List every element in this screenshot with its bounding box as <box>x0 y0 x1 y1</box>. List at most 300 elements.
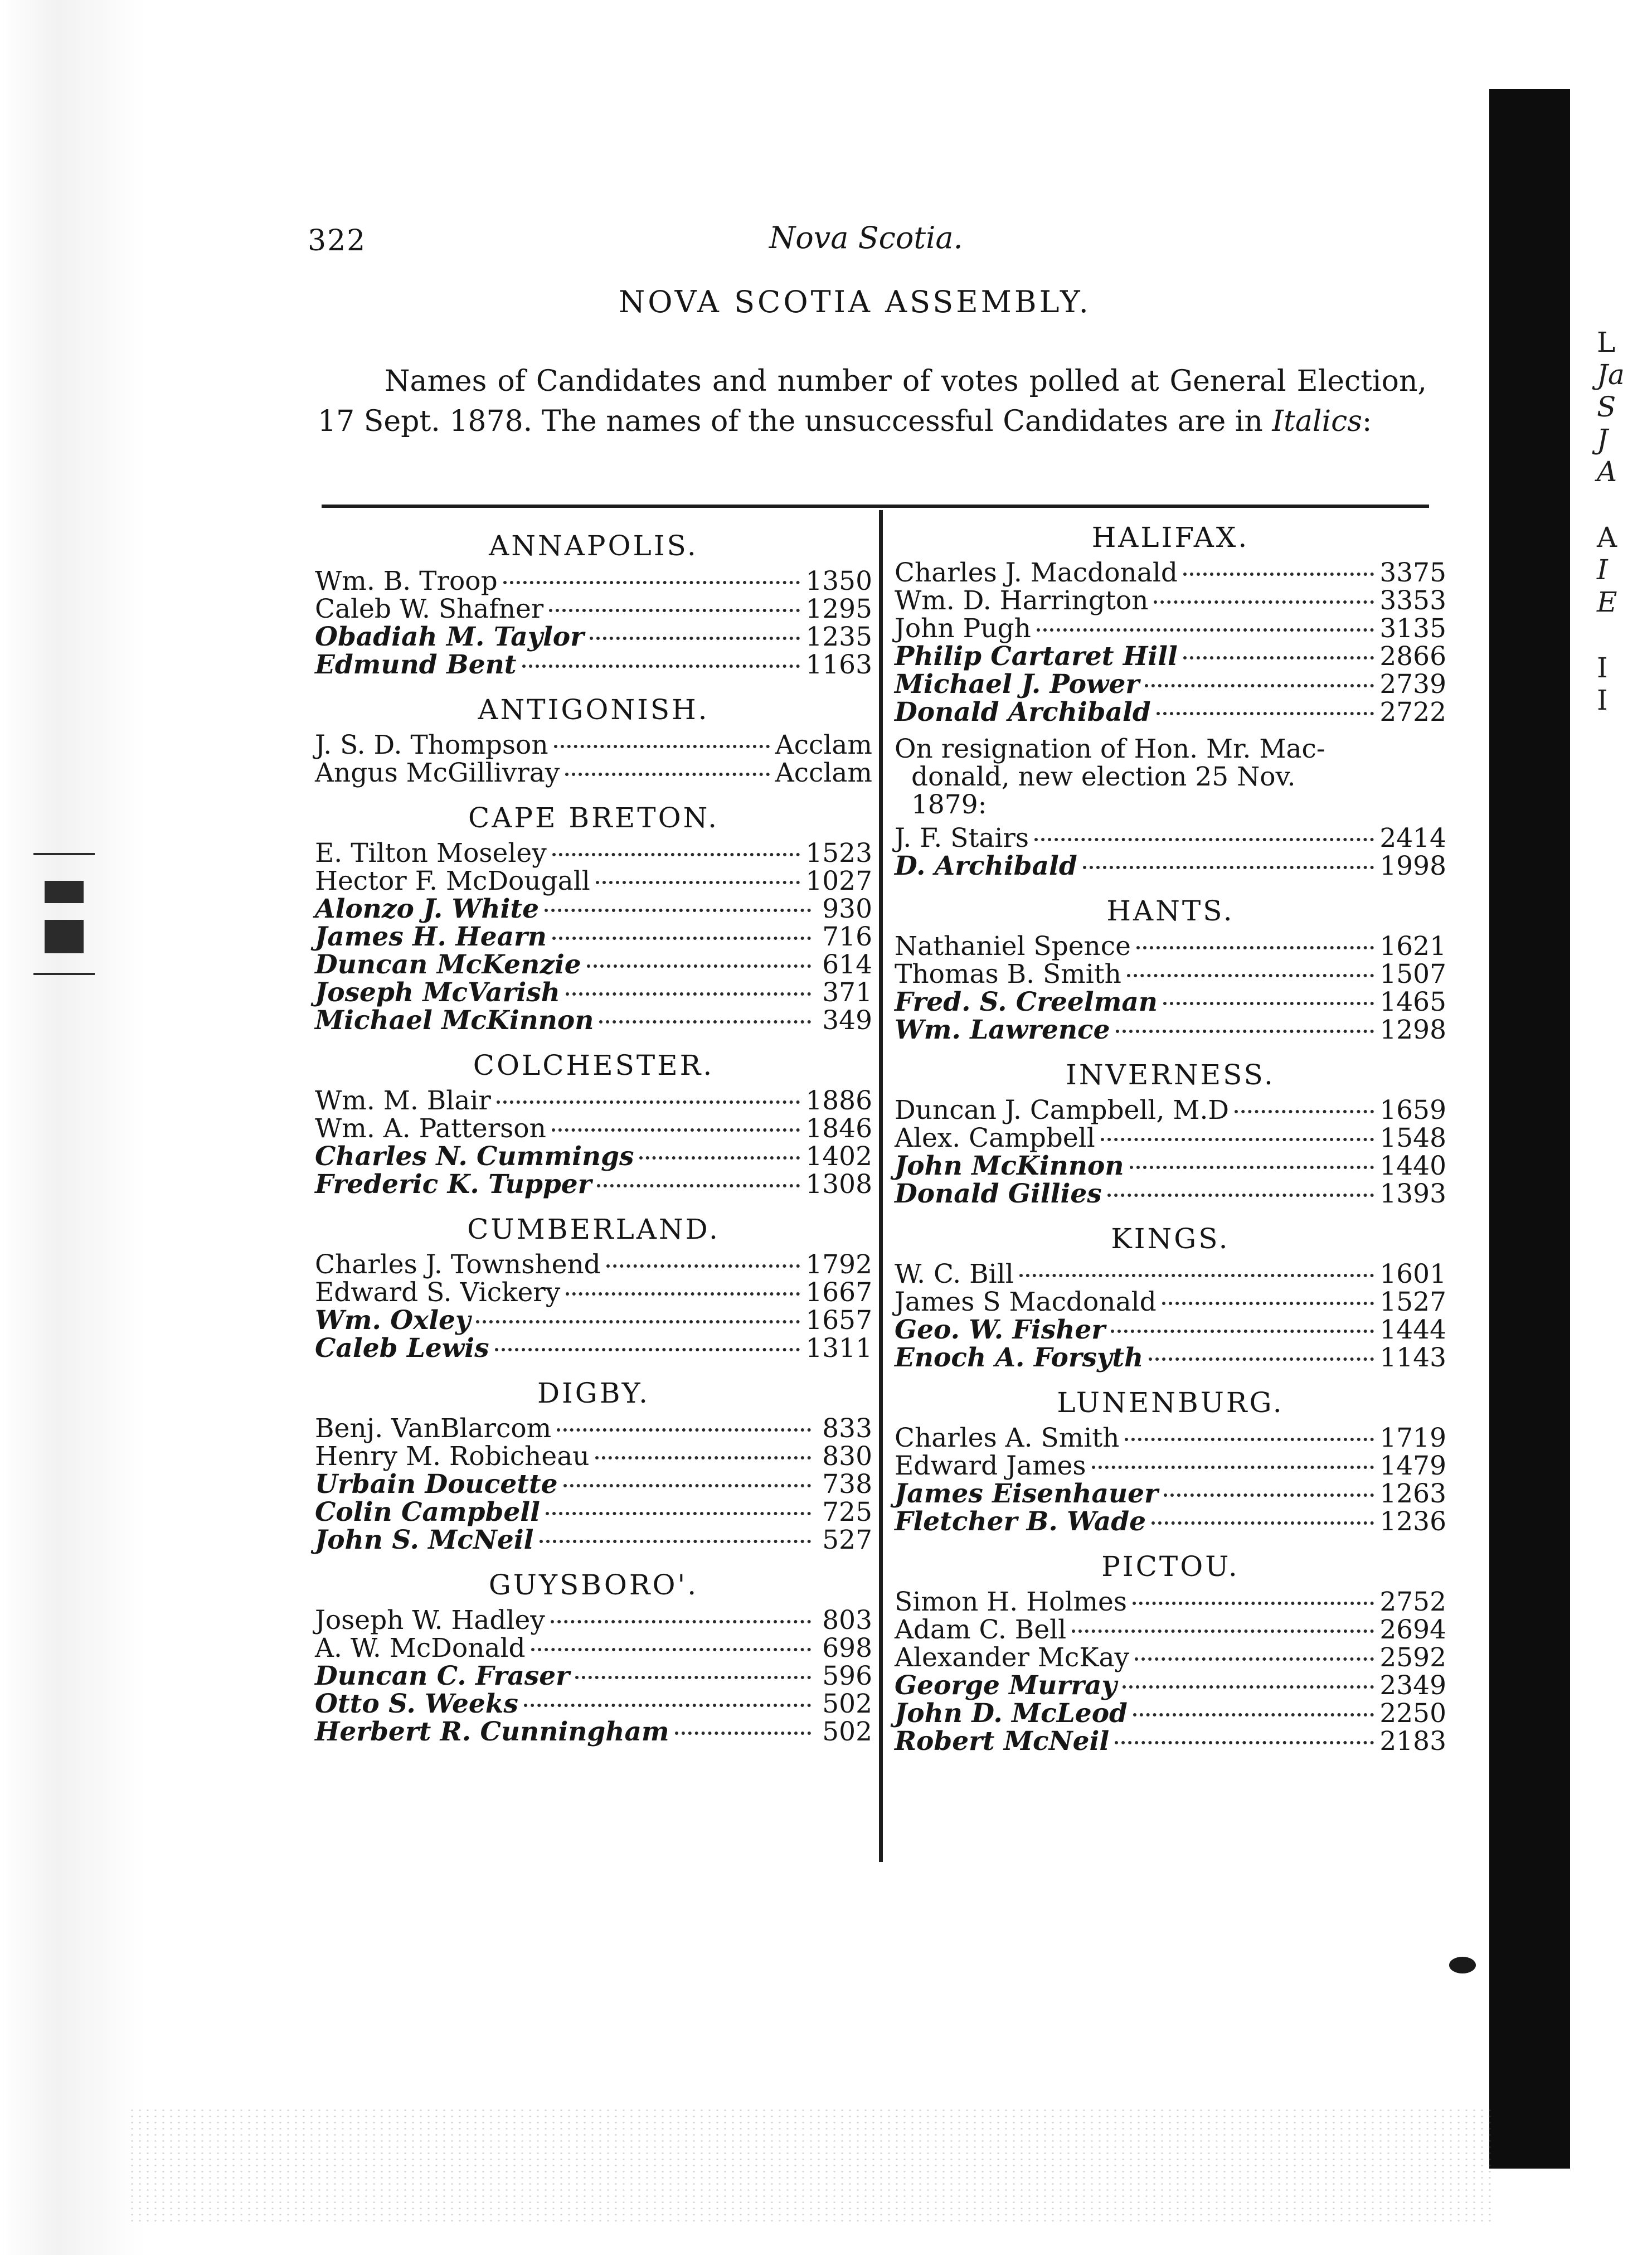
vote-count: 614 <box>822 949 872 980</box>
vote-count: 1143 <box>1379 1342 1446 1373</box>
intro-italic: Italics <box>1272 405 1362 438</box>
dot-leader <box>1130 1166 1374 1169</box>
dot-leader <box>476 1320 800 1323</box>
candidate-name: Charles A. Smith <box>895 1423 1120 1453</box>
vote-count: 3135 <box>1379 613 1446 644</box>
candidate-name: James Eisenhauer <box>895 1478 1158 1509</box>
county-heading: HANTS. <box>1106 895 1235 927</box>
right-column <box>895 516 1446 1764</box>
dot-leader <box>566 992 811 996</box>
vote-count: 2694 <box>1379 1614 1446 1645</box>
candidate-name: Enoch A. Forsyth <box>895 1342 1144 1373</box>
candidate-row <box>895 1180 1446 1208</box>
vote-count: 371 <box>822 977 872 1008</box>
running-head: Nova Scotia. <box>769 220 963 255</box>
candidate-name: Henry M. Robicheau <box>315 1441 590 1472</box>
candidate-row <box>315 623 872 651</box>
ink-smudge <box>1449 1957 1476 1973</box>
candidate-name: Robert McNeil <box>895 1726 1110 1757</box>
vote-count: 830 <box>822 1441 872 1472</box>
facing-page-letter: L <box>1597 326 1616 358</box>
candidate-row <box>315 1690 872 1718</box>
county-heading: DIGBY. <box>537 1377 650 1409</box>
facing-page-letter: Ja <box>1597 358 1625 391</box>
scan-binding-edge <box>0 0 145 2255</box>
vote-count: 1527 <box>1379 1287 1446 1317</box>
facing-page-letter: I <box>1597 684 1608 716</box>
vote-count: 502 <box>822 1716 872 1747</box>
candidate-row <box>315 759 872 787</box>
dot-leader <box>1083 866 1374 869</box>
candidate-row <box>315 1007 872 1035</box>
candidate-name: D. Archibald <box>895 851 1077 881</box>
county-heading: HALIFAX. <box>1091 521 1250 554</box>
dot-leader <box>495 1348 800 1351</box>
vote-count: 2414 <box>1379 823 1446 853</box>
county-block <box>895 1217 1446 1372</box>
candidate-name: Michael McKinnon <box>315 1005 594 1036</box>
candidate-row <box>895 1016 1446 1044</box>
vote-count: 1444 <box>1379 1315 1446 1345</box>
candidate-row <box>895 825 1446 852</box>
county-heading: INVERNESS. <box>1066 1059 1275 1091</box>
county-block <box>315 524 872 679</box>
dot-leader <box>1162 1302 1374 1305</box>
dot-leader <box>1133 1713 1374 1716</box>
facing-page-letter: A <box>1597 455 1617 488</box>
candidate-row <box>315 1415 872 1443</box>
vote-count: 1263 <box>1379 1478 1446 1509</box>
dot-leader <box>1133 1602 1374 1605</box>
vote-count: 833 <box>822 1413 872 1444</box>
vote-count: 2349 <box>1379 1670 1446 1701</box>
scan-edge-mark <box>33 973 95 975</box>
county-heading: PICTOU. <box>1101 1550 1240 1583</box>
dot-leader <box>1116 1030 1374 1033</box>
vote-count: 1621 <box>1379 931 1446 962</box>
candidate-name: Angus McGillivray <box>315 758 560 788</box>
dot-leader <box>1092 1466 1374 1469</box>
dot-leader <box>1019 1274 1374 1277</box>
candidate-row <box>315 1335 872 1362</box>
dot-leader <box>531 1648 811 1651</box>
vote-count: 1792 <box>805 1249 872 1280</box>
candidate-row <box>895 1672 1446 1700</box>
candidate-name: Donald Archibald <box>895 697 1151 728</box>
candidate-name: Fletcher B. Wade <box>895 1506 1146 1537</box>
candidate-name: Alex. Campbell <box>895 1123 1095 1153</box>
candidate-name: Wm. A. Patterson <box>315 1113 546 1144</box>
candidate-name: Duncan McKenzie <box>315 949 581 980</box>
dot-leader <box>565 773 769 776</box>
vote-count: 1235 <box>805 622 872 652</box>
candidate-name: Alonzo J. White <box>315 894 539 924</box>
candidate-name: Urbain Doucette <box>315 1469 558 1500</box>
candidate-row <box>895 988 1446 1016</box>
dot-leader <box>575 1676 811 1679</box>
candidate-name: Caleb Lewis <box>315 1333 489 1364</box>
dot-leader <box>540 1540 811 1543</box>
page-title: NOVA SCOTIA ASSEMBLY. <box>619 284 1091 319</box>
column-divider <box>879 510 883 1862</box>
dot-leader <box>1183 573 1374 576</box>
facing-page-letter: S <box>1597 391 1616 423</box>
facing-page-letter: I <box>1597 652 1608 684</box>
candidate-name: Simon H. Holmes <box>895 1587 1127 1617</box>
dot-leader <box>587 964 811 968</box>
candidate-row <box>315 1499 872 1526</box>
candidate-name: J. S. D. Thompson <box>315 730 548 760</box>
county-heading: CAPE BRETON. <box>468 802 720 834</box>
candidate-name: Joseph McVarish <box>315 977 560 1008</box>
candidate-row <box>315 1718 872 1746</box>
county-block <box>315 1371 872 1554</box>
candidate-name: James S Macdonald <box>895 1287 1157 1317</box>
dot-leader <box>1034 838 1374 841</box>
candidate-name: Alexander McKay <box>895 1642 1130 1673</box>
county-heading: ANTIGONISH. <box>478 694 710 726</box>
dot-leader <box>551 1620 811 1623</box>
vote-count: 1846 <box>805 1113 872 1144</box>
candidate-row <box>315 568 872 595</box>
vote-count: 1236 <box>1379 1506 1446 1537</box>
vote-count: 1719 <box>1379 1423 1446 1453</box>
vote-count: 725 <box>822 1497 872 1527</box>
vote-count: 502 <box>822 1689 872 1719</box>
candidate-row <box>315 1279 872 1307</box>
vote-count: 1548 <box>1379 1123 1446 1153</box>
county-block <box>315 1207 872 1362</box>
vote-count: 1465 <box>1379 987 1446 1017</box>
candidate-row <box>315 651 872 679</box>
vote-count: 1027 <box>805 866 872 896</box>
dot-leader <box>1164 1493 1374 1497</box>
dot-leader <box>1135 1657 1374 1661</box>
vote-count: 1163 <box>805 649 872 680</box>
county-block <box>315 796 872 1035</box>
candidate-row <box>895 933 1446 961</box>
vote-count: 1523 <box>805 838 872 869</box>
candidate-row <box>895 1124 1446 1152</box>
candidate-row <box>895 1452 1446 1480</box>
facing-page-letter: J <box>1597 423 1609 455</box>
dot-leader <box>1136 946 1374 949</box>
vote-count: 2250 <box>1379 1698 1446 1729</box>
candidate-row <box>895 699 1446 726</box>
county-block <box>315 1563 872 1746</box>
candidate-row <box>895 1644 1446 1672</box>
vote-count: 1295 <box>805 594 872 624</box>
candidate-row <box>895 615 1446 643</box>
vote-count: 738 <box>822 1469 872 1500</box>
county-block <box>315 688 872 787</box>
candidate-name: Donald Gillies <box>895 1179 1102 1209</box>
county-heading: GUYSBORO'. <box>488 1569 699 1601</box>
dot-leader <box>563 1484 811 1487</box>
candidate-name: E. Tilton Moseley <box>315 838 547 869</box>
candidate-name: Fred. S. Creelman <box>895 987 1158 1017</box>
vote-count: 527 <box>822 1525 872 1555</box>
by-election-note <box>895 735 1446 819</box>
candidate-row <box>315 923 872 951</box>
top-rule <box>322 505 1429 508</box>
candidate-name: George Murray <box>895 1670 1117 1701</box>
candidate-row <box>315 1662 872 1690</box>
candidate-row <box>895 1700 1446 1728</box>
dot-leader <box>552 937 811 940</box>
dot-leader <box>522 665 800 668</box>
candidate-name: Duncan C. Fraser <box>315 1661 570 1691</box>
vote-count: 2739 <box>1379 669 1446 700</box>
intro-paragraph <box>318 361 1427 442</box>
candidate-name: Adam C. Bell <box>895 1614 1067 1645</box>
dot-leader <box>1151 1521 1374 1525</box>
candidate-row <box>895 1508 1446 1536</box>
candidate-name: A. W. McDonald <box>315 1633 526 1664</box>
scan-edge-mark <box>45 881 84 903</box>
county-heading: ANNAPOLIS. <box>489 530 698 562</box>
candidate-name: Edmund Bent <box>315 649 517 680</box>
dot-leader <box>1125 1438 1374 1441</box>
dot-leader <box>1154 600 1374 604</box>
candidate-name: Benj. VanBlarcom <box>315 1413 552 1444</box>
vote-count: 1667 <box>805 1277 872 1308</box>
facing-page-letter: E <box>1597 586 1617 618</box>
facing-page-letter: I <box>1597 554 1608 586</box>
dot-leader <box>1111 1330 1374 1333</box>
vote-count: 1440 <box>1379 1151 1446 1181</box>
candidate-row <box>895 1344 1446 1372</box>
candidate-row <box>315 1471 872 1499</box>
county-block <box>895 1381 1446 1536</box>
vote-count: 1657 <box>805 1305 872 1336</box>
vote-count: 1298 <box>1379 1015 1446 1045</box>
dot-leader <box>497 1100 800 1104</box>
candidate-name: Edward S. Vickery <box>315 1277 561 1308</box>
vote-count: 930 <box>822 894 872 924</box>
candidate-name: Wm. B. Troop <box>315 566 498 597</box>
county-block <box>895 1053 1446 1208</box>
dot-leader <box>552 1128 800 1132</box>
note-line: 1879: <box>911 789 987 820</box>
candidate-name: Otto S. Weeks <box>315 1689 518 1719</box>
candidate-row <box>315 1087 872 1115</box>
left-column <box>315 524 872 1755</box>
dot-leader <box>596 881 800 884</box>
dot-leader <box>1123 1685 1374 1689</box>
dot-leader <box>595 1456 811 1459</box>
dot-leader <box>554 745 770 748</box>
dot-leader <box>552 853 800 856</box>
vote-count: 1998 <box>1379 851 1446 881</box>
vote-count: 3375 <box>1379 557 1446 588</box>
candidate-row <box>315 1607 872 1635</box>
dot-leader <box>639 1156 800 1160</box>
candidate-row <box>895 671 1446 699</box>
dot-leader <box>1157 712 1374 715</box>
candidate-name: Charles J. Townshend <box>315 1249 601 1280</box>
dot-leader <box>503 581 800 584</box>
candidate-row <box>895 1260 1446 1288</box>
dot-leader <box>549 609 800 612</box>
candidate-row <box>895 1588 1446 1616</box>
candidate-name: Philip Cartaret Hill <box>895 641 1178 672</box>
county-block <box>895 889 1446 1044</box>
candidate-row <box>895 1097 1446 1124</box>
page-number: 322 <box>308 224 367 258</box>
candidate-row <box>315 951 872 979</box>
dot-leader <box>566 1292 800 1296</box>
dot-leader <box>1235 1110 1374 1113</box>
candidate-name: Frederic K. Tupper <box>315 1169 592 1200</box>
vote-count: 1311 <box>805 1333 872 1364</box>
candidate-row <box>315 1143 872 1171</box>
candidate-name: Caleb W. Shafner <box>315 594 544 624</box>
candidate-row <box>895 1424 1446 1452</box>
candidate-name: Wm. M. Blair <box>315 1085 491 1116</box>
dot-leader <box>1072 1630 1374 1633</box>
county-block <box>895 1545 1446 1755</box>
candidate-row <box>895 1316 1446 1344</box>
candidate-row <box>895 1728 1446 1755</box>
candidate-row <box>895 559 1446 587</box>
candidate-row <box>315 979 872 1007</box>
vote-count: 2722 <box>1379 697 1446 728</box>
vote-count: 2866 <box>1379 641 1446 672</box>
vote-count: 1393 <box>1379 1179 1446 1209</box>
candidate-name: W. C. Bill <box>895 1259 1014 1289</box>
candidate-row <box>315 1526 872 1554</box>
county-block <box>315 1044 872 1199</box>
candidate-row <box>315 1171 872 1199</box>
vote-count: 1402 <box>805 1141 872 1172</box>
facing-page-letter: A <box>1597 521 1617 554</box>
vote-count: 1350 <box>805 566 872 597</box>
candidate-row <box>315 1251 872 1279</box>
dot-leader <box>1163 1002 1374 1005</box>
vote-count: 1659 <box>1379 1095 1446 1126</box>
vote-count: 596 <box>822 1661 872 1691</box>
candidate-name: Duncan J. Campbell, M.D <box>895 1095 1230 1126</box>
dot-leader <box>524 1704 811 1707</box>
candidate-name: John D. McLeod <box>895 1698 1128 1729</box>
intro-text: Names of Candidates and number of votes polled at General Election, 17 Sept. 1878. The names of the unsuccessful Candidates are in <box>318 365 1427 438</box>
vote-count: 2592 <box>1379 1642 1446 1673</box>
vote-count: 2183 <box>1379 1726 1446 1757</box>
dot-leader <box>1115 1741 1374 1744</box>
dot-leader <box>1183 656 1374 659</box>
dot-leader <box>1145 684 1374 687</box>
candidate-row <box>315 867 872 895</box>
vote-count: 803 <box>822 1605 872 1636</box>
dot-leader <box>590 637 800 640</box>
dot-leader <box>546 1512 811 1515</box>
vote-count: 3353 <box>1379 585 1446 616</box>
candidate-row <box>895 961 1446 988</box>
candidate-name: Geo. W. Fisher <box>895 1315 1105 1345</box>
dot-leader <box>1037 628 1374 632</box>
vote-count: 2752 <box>1379 1587 1446 1617</box>
scan-noise <box>128 2107 1494 2224</box>
candidate-row <box>895 1152 1446 1180</box>
candidate-name: Obadiah M. Taylor <box>315 622 584 652</box>
candidate-name: Herbert R. Cunningham <box>315 1716 669 1747</box>
candidate-name: Charles N. Cummings <box>315 1141 634 1172</box>
vote-count: Acclam <box>775 758 872 788</box>
county-heading: COLCHESTER. <box>473 1049 715 1082</box>
intro-text-end: : <box>1362 405 1372 438</box>
candidate-name: Wm. D. Harrington <box>895 585 1149 616</box>
candidate-name: John Pugh <box>895 613 1031 644</box>
candidate-row <box>895 1288 1446 1316</box>
candidate-name: Colin Campbell <box>315 1497 540 1527</box>
candidate-row <box>315 840 872 867</box>
candidate-name: John McKinnon <box>895 1151 1124 1181</box>
candidate-row <box>895 587 1446 615</box>
candidate-row <box>315 1443 872 1471</box>
candidate-name: Edward James <box>895 1451 1086 1481</box>
dot-leader <box>675 1732 811 1735</box>
candidate-name: J. F. Stairs <box>895 823 1029 853</box>
dot-leader <box>599 1020 811 1024</box>
county-heading: LUNENBURG. <box>1057 1386 1284 1419</box>
candidate-name: Michael J. Power <box>895 669 1140 700</box>
scan-edge-mark <box>45 920 84 953</box>
vote-count: 716 <box>822 922 872 952</box>
vote-count: 1479 <box>1379 1451 1446 1481</box>
candidate-name: Nathaniel Spence <box>895 931 1131 962</box>
binding-shadow-bar <box>1489 89 1570 2169</box>
candidate-name: Wm. Lawrence <box>895 1015 1110 1045</box>
candidate-name: John S. McNeil <box>315 1525 534 1555</box>
candidate-name: Joseph W. Hadley <box>315 1605 545 1636</box>
candidate-row <box>315 895 872 923</box>
note-line: donald, new election 25 Nov. <box>911 762 1296 792</box>
facing-page-letters <box>1597 326 1630 716</box>
dot-leader <box>545 909 811 912</box>
candidate-row <box>315 1307 872 1335</box>
county-heading: KINGS. <box>1111 1223 1230 1255</box>
vote-count: 1601 <box>1379 1259 1446 1289</box>
dot-leader <box>1101 1138 1374 1141</box>
candidate-name: James H. Hearn <box>315 922 547 952</box>
candidate-row <box>895 852 1446 880</box>
candidate-row <box>895 1616 1446 1644</box>
vote-count: 1507 <box>1379 959 1446 990</box>
candidate-name: Hector F. McDougall <box>315 866 590 896</box>
candidate-name: Wm. Oxley <box>315 1305 471 1336</box>
vote-count: Acclam <box>775 730 872 760</box>
vote-count: 1886 <box>805 1085 872 1116</box>
candidate-row <box>315 595 872 623</box>
vote-count: 1308 <box>805 1169 872 1200</box>
vote-count: 698 <box>822 1633 872 1664</box>
dot-leader <box>557 1428 811 1432</box>
dot-leader <box>597 1184 800 1187</box>
candidate-row <box>315 1635 872 1662</box>
candidate-row <box>315 1115 872 1143</box>
dot-leader <box>1107 1194 1374 1197</box>
candidate-name: Charles J. Macdonald <box>895 557 1178 588</box>
dot-leader <box>1127 974 1374 977</box>
scan-edge-mark <box>33 853 95 855</box>
candidate-row <box>895 643 1446 671</box>
candidate-row <box>315 731 872 759</box>
vote-count: 349 <box>822 1005 872 1036</box>
county-heading: CUMBERLAND. <box>467 1213 720 1245</box>
county-block <box>895 516 1446 880</box>
note-line: On resignation of Hon. Mr. Mac- <box>895 734 1325 764</box>
